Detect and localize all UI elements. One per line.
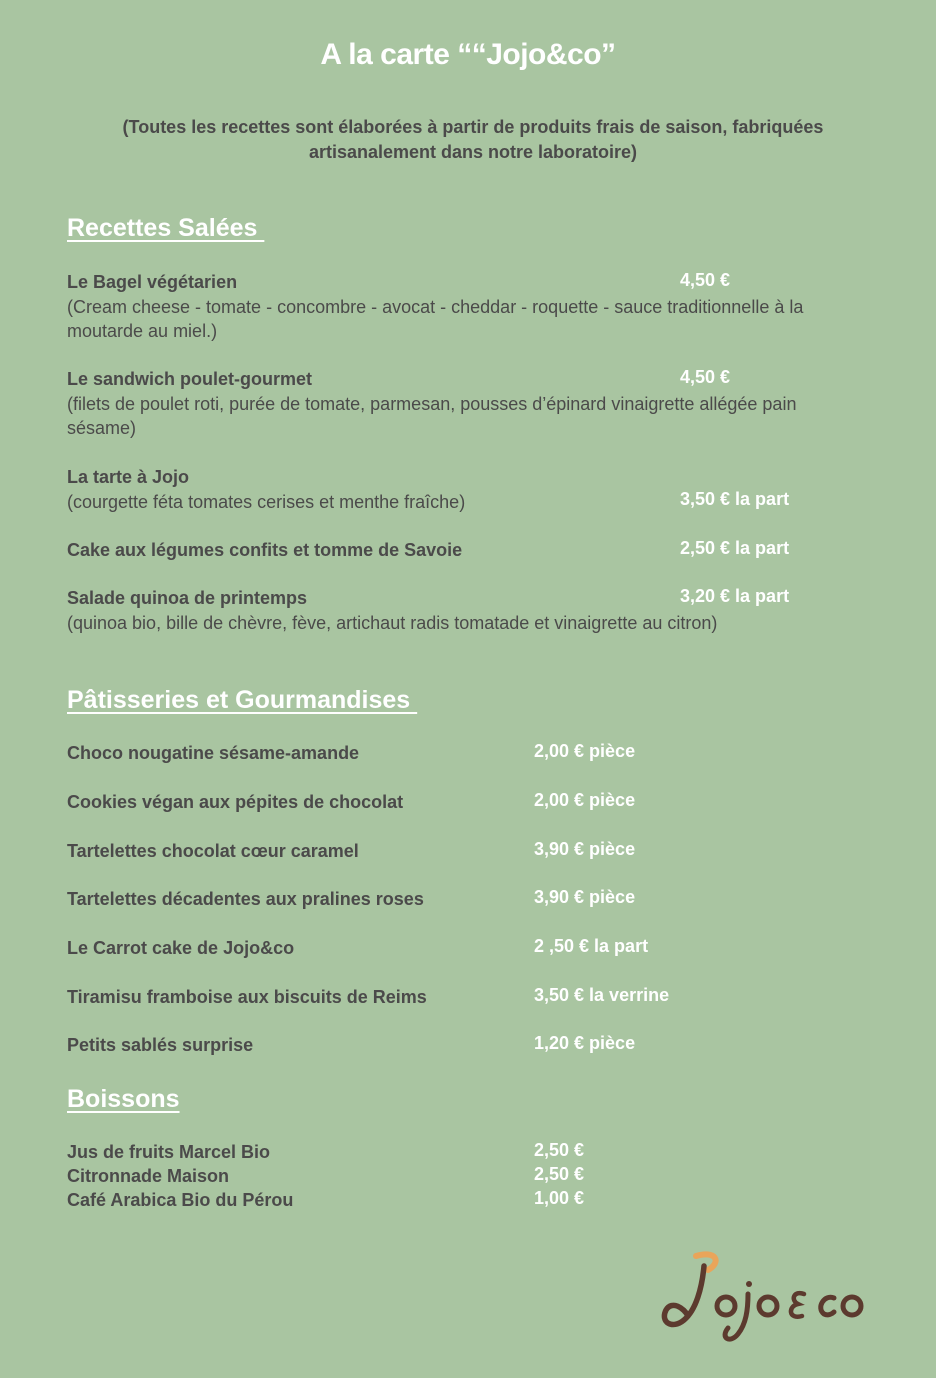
item-name: Cake aux légumes confits et tomme de Savoie <box>67 540 463 560</box>
logo-letter-o <box>717 1297 735 1315</box>
logo-letter-o2 <box>759 1297 777 1315</box>
item-price: 4,50 € <box>680 367 731 387</box>
item-price: 3,50 € la part <box>680 489 790 509</box>
item-price: 1,00 € <box>534 1188 585 1208</box>
item-name: Petits sablés surprise <box>67 1035 254 1055</box>
item-price: 3,20 € la part <box>680 586 790 606</box>
menu-item <box>67 538 462 563</box>
logo-letter-c <box>821 1297 834 1315</box>
menu-item <box>67 887 424 912</box>
menu-subtitle: (Toutes les recettes sont élaborées à partir de produits frais de saison, fabriquées artisanalement dans notre laboratoire) <box>122 117 824 162</box>
menu-item <box>67 1140 270 1165</box>
logo-dot <box>746 1281 752 1287</box>
menu-item <box>67 741 359 766</box>
section-heading-boissons: Boissons <box>67 1085 180 1113</box>
item-name: La tarte à Jojo <box>67 467 190 487</box>
menu-item <box>67 790 403 815</box>
menu-item <box>67 1164 229 1189</box>
item-description: (courgette féta tomates cerises et menthe fraîche) <box>67 491 466 512</box>
section-heading-patisseries: Pâtisseries et Gourmandises <box>67 686 418 714</box>
item-price: 2,50 € <box>534 1164 585 1184</box>
item-name: Le Carrot cake de Jojo&co <box>67 938 295 958</box>
item-name: Salade quinoa de printemps <box>67 588 308 608</box>
item-description: (Cream cheese - tomate - concombre - avocat - cheddar - roquette - sauce traditionnelle à la moutarde au miel.) <box>67 296 804 341</box>
item-price: 2 ,50 € la part <box>534 936 649 956</box>
menu-item <box>67 270 857 344</box>
item-name: Cookies végan aux pépites de chocolat <box>67 792 404 812</box>
item-price: 3,50 € la verrine <box>534 985 670 1005</box>
item-name: Choco nougatine sésame-amande <box>67 743 360 763</box>
item-price: 2,00 € pièce <box>534 741 636 761</box>
page-title: A la carte ““Jojo&co” <box>320 38 616 71</box>
item-name: Café Arabica Bio du Pérou <box>67 1190 294 1210</box>
logo-ampersand <box>791 1293 804 1317</box>
logo-letter-j <box>664 1266 704 1325</box>
item-price: 3,90 € pièce <box>534 887 636 907</box>
item-price: 2,50 € la part <box>680 538 790 558</box>
menu-item <box>67 985 427 1010</box>
item-price: 1,20 € pièce <box>534 1033 636 1053</box>
menu-item <box>67 839 359 864</box>
item-price: 4,50 € <box>680 270 731 290</box>
item-name: Le sandwich poulet-gourmet <box>67 369 313 389</box>
jojo-co-logo <box>656 1248 871 1348</box>
item-price: 2,50 € <box>534 1140 585 1160</box>
section-heading-salees: Recettes Salées <box>67 214 265 242</box>
logo-letter-o3 <box>843 1297 861 1315</box>
menu-item <box>67 367 857 441</box>
item-name: Tartelettes décadentes aux pralines roses <box>67 889 424 909</box>
item-price: 3,90 € pièce <box>534 839 636 859</box>
item-name: Le Bagel végétarien <box>67 272 238 292</box>
item-price: 2,00 € pièce <box>534 790 636 810</box>
menu-item <box>67 1188 293 1213</box>
item-name: Citronnade Maison <box>67 1166 230 1186</box>
item-description: (quinoa bio, bille de chèvre, fève, artichaut radis tomatade et vinaigrette au citron) <box>67 612 718 633</box>
item-name: Jus de fruits Marcel Bio <box>67 1142 271 1162</box>
menu-item <box>67 936 294 961</box>
menu-item <box>67 1033 253 1058</box>
item-description: (filets de poulet roti, purée de tomate, parmesan, pousses d’épinard vinaigrette allégée pain sésame) <box>67 393 797 438</box>
item-name: Tartelettes chocolat cœur caramel <box>67 841 359 861</box>
item-name: Tiramisu framboise aux biscuits de Reims <box>67 987 427 1007</box>
